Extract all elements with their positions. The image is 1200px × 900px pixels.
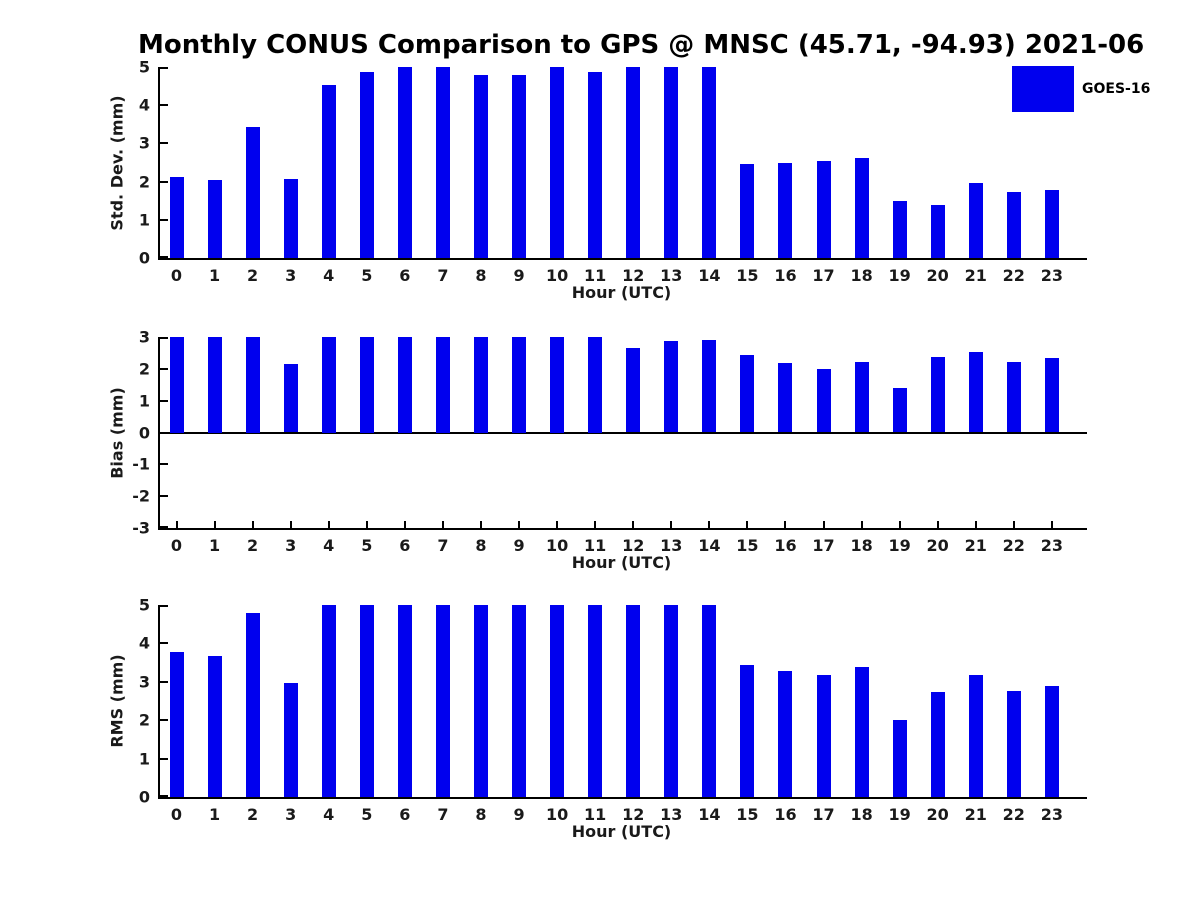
bias-panel — [0, 327, 1200, 597]
bar-hour-11 — [588, 605, 602, 797]
x-tick-label: 13 — [660, 536, 683, 555]
bar-hour-5 — [360, 337, 374, 433]
x-tick-label: 7 — [437, 266, 449, 285]
y-tick — [160, 142, 168, 144]
x-tick-label: 9 — [513, 536, 525, 555]
x-tick-label: 7 — [437, 536, 449, 555]
bar-hour-7 — [436, 337, 450, 433]
bar-hour-11 — [588, 72, 602, 258]
rms-panel — [0, 595, 1200, 870]
bar-hour-1 — [208, 656, 222, 797]
bar-hour-22 — [1007, 362, 1021, 433]
y-tick-label: 1 — [138, 391, 150, 411]
bar-hour-23 — [1045, 358, 1059, 432]
bar-hour-15 — [740, 665, 754, 797]
x-tick-label: 0 — [170, 536, 183, 555]
bar-hour-1 — [208, 180, 222, 258]
y-tick — [160, 526, 168, 528]
x-tick-label: 22 — [1002, 805, 1025, 824]
x-tick-label: 5 — [361, 266, 373, 285]
y-tick-label: 1 — [138, 749, 150, 769]
x-tick-label: 21 — [964, 536, 987, 555]
x-tick-label: 15 — [736, 536, 759, 555]
x-tick-label: 18 — [850, 805, 873, 824]
bar-hour-13 — [664, 341, 678, 433]
y-tick — [160, 256, 168, 258]
x-tick — [1013, 521, 1015, 528]
std-dev-y-axis-label: Std. Dev. (mm) — [107, 95, 127, 231]
x-tick-label: 16 — [774, 805, 797, 824]
x-tick-label: 18 — [850, 266, 873, 285]
std-dev-plot-area — [138, 57, 1087, 285]
x-tick-label: 3 — [285, 266, 297, 285]
x-tick-label: 5 — [361, 805, 373, 824]
bar-hour-15 — [740, 164, 754, 258]
x-tick-label: 21 — [964, 805, 987, 824]
bias-x-axis-label: Hour (UTC) — [571, 553, 672, 572]
x-tick — [518, 521, 520, 528]
x-tick-label: 10 — [545, 805, 569, 824]
y-tick-label: 5 — [138, 57, 150, 77]
x-tick — [214, 521, 216, 528]
x-tick — [328, 521, 330, 528]
bar-hour-16 — [778, 671, 792, 797]
bar-hour-5 — [360, 72, 374, 258]
x-tick — [784, 521, 786, 528]
x-tick-label: 7 — [437, 805, 449, 824]
x-tick-label: 6 — [399, 266, 411, 285]
bar-hour-20 — [931, 692, 945, 797]
std-dev-panel — [0, 57, 1200, 327]
bar-hour-9 — [512, 337, 526, 433]
bar-hour-12 — [626, 348, 640, 433]
y-tick — [160, 795, 168, 797]
y-tick — [160, 219, 168, 221]
bar-hour-12 — [626, 605, 640, 797]
bar-hour-19 — [893, 720, 907, 797]
rms-x-axis-label: Hour (UTC) — [571, 822, 672, 841]
x-tick-label: 12 — [622, 805, 645, 824]
x-tick-label: 16 — [774, 266, 797, 285]
rms-y-axis-label: RMS (mm) — [107, 654, 127, 748]
bar-hour-12 — [626, 67, 640, 258]
bar-hour-23 — [1045, 190, 1059, 258]
x-tick — [442, 521, 444, 528]
x-tick-label: 1 — [208, 266, 221, 285]
x-tick-label: 3 — [285, 805, 297, 824]
bar-hour-16 — [778, 163, 792, 259]
x-tick-label: 0 — [170, 266, 183, 285]
x-tick — [252, 521, 254, 528]
bar-hour-17 — [817, 161, 831, 258]
y-tick-label: 4 — [138, 633, 150, 653]
y-tick — [160, 758, 168, 760]
x-tick-label: 15 — [736, 805, 759, 824]
x-tick — [632, 521, 634, 528]
x-tick-label: 2 — [247, 805, 259, 824]
bar-hour-6 — [398, 337, 412, 433]
bar-hour-11 — [588, 337, 602, 433]
y-tick — [160, 642, 168, 644]
x-tick-label: 23 — [1040, 266, 1063, 285]
x-tick — [861, 521, 863, 528]
bar-hour-5 — [360, 605, 374, 797]
bar-hour-0 — [170, 652, 184, 797]
bar-hour-4 — [322, 85, 336, 258]
bar-hour-10 — [550, 67, 564, 258]
bar-hour-7 — [436, 67, 450, 258]
x-tick-label: 17 — [812, 536, 835, 555]
bar-hour-16 — [778, 363, 792, 432]
bar-hour-13 — [664, 67, 678, 258]
x-tick-label: 21 — [964, 266, 987, 285]
y-tick-label: 0 — [138, 423, 150, 442]
x-tick-label: 2 — [247, 536, 259, 555]
x-tick-label: 22 — [1002, 536, 1025, 555]
x-tick — [480, 521, 482, 528]
bar-hour-3 — [284, 683, 298, 797]
bar-hour-22 — [1007, 691, 1021, 797]
x-tick-label: 9 — [513, 266, 525, 285]
legend-label: GOES-16 — [1082, 81, 1151, 97]
x-tick-label: 20 — [926, 536, 949, 555]
bar-hour-2 — [246, 613, 260, 797]
bar-hour-10 — [550, 605, 564, 797]
y-tick-label: -3 — [132, 518, 150, 538]
y-tick-label: 0 — [138, 787, 150, 807]
x-tick-label: 23 — [1040, 805, 1063, 824]
y-tick-label: 3 — [138, 133, 150, 153]
y-tick — [160, 605, 168, 607]
x-tick-label: 6 — [399, 536, 411, 555]
x-tick-label: 17 — [812, 805, 835, 824]
bar-hour-23 — [1045, 686, 1059, 797]
y-tick-label: 2 — [138, 172, 150, 192]
y-tick-label: 3 — [138, 672, 150, 692]
x-tick-label: 12 — [622, 266, 645, 285]
bar-hour-14 — [702, 67, 716, 258]
bar-hour-17 — [817, 675, 831, 797]
bar-hour-21 — [969, 675, 983, 797]
y-tick-label: -2 — [132, 486, 150, 506]
x-tick-label: 15 — [736, 266, 759, 285]
x-tick-label: 16 — [774, 536, 797, 555]
x-tick — [1051, 521, 1053, 528]
x-tick-label: 14 — [698, 536, 721, 555]
bar-hour-8 — [474, 337, 488, 433]
x-tick-label: 22 — [1002, 266, 1025, 285]
bar-hour-21 — [969, 183, 983, 258]
x-tick — [823, 521, 825, 528]
bias-y-axis-label: Bias (mm) — [107, 387, 127, 479]
chart-title: Monthly CONUS Comparison to GPS @ MNSC (45.71, -94.93) 2021-06 — [138, 30, 1145, 60]
x-tick — [899, 521, 901, 528]
x-tick — [746, 521, 748, 528]
x-tick — [290, 521, 292, 528]
x-tick-label: 20 — [926, 266, 949, 285]
y-tick — [160, 181, 168, 183]
x-tick-label: 14 — [698, 805, 721, 824]
y-tick-label: 1 — [138, 210, 150, 230]
x-tick-label: 20 — [926, 805, 949, 824]
bar-hour-14 — [702, 605, 716, 797]
y-tick — [160, 337, 168, 339]
bar-hour-20 — [931, 205, 945, 258]
y-tick-label: -1 — [132, 454, 150, 474]
x-tick-label: 4 — [323, 536, 335, 555]
bar-hour-3 — [284, 179, 298, 258]
x-tick-label: 19 — [888, 805, 911, 824]
x-tick-label: 1 — [208, 805, 221, 824]
bar-hour-21 — [969, 352, 983, 433]
x-tick — [937, 521, 939, 528]
bar-hour-13 — [664, 605, 678, 797]
bar-hour-18 — [855, 667, 869, 797]
bias-plot-area — [132, 327, 1087, 555]
bar-hour-8 — [474, 75, 488, 258]
y-tick — [160, 104, 168, 106]
bar-hour-9 — [512, 75, 526, 258]
bar-hour-17 — [817, 369, 831, 432]
bar-hour-7 — [436, 605, 450, 797]
x-tick-label: 10 — [545, 536, 569, 555]
std-dev-x-axis-label: Hour (UTC) — [571, 283, 672, 302]
bar-hour-2 — [246, 127, 260, 258]
bar-hour-4 — [322, 605, 336, 797]
x-tick-label: 19 — [888, 536, 911, 555]
bar-hour-6 — [398, 67, 412, 258]
bar-hour-15 — [740, 355, 754, 433]
x-tick-label: 12 — [622, 536, 645, 555]
x-tick-label: 18 — [850, 536, 873, 555]
x-tick-label: 13 — [660, 805, 683, 824]
y-tick — [160, 719, 168, 721]
x-tick-label: 5 — [361, 536, 373, 555]
bar-hour-10 — [550, 337, 564, 433]
y-tick-label: 4 — [138, 95, 150, 115]
bar-hour-4 — [322, 337, 336, 433]
zero-line — [160, 432, 1087, 434]
x-tick-label: 8 — [475, 805, 487, 824]
bar-hour-0 — [170, 337, 184, 433]
bar-hour-3 — [284, 364, 298, 432]
x-tick-label: 1 — [208, 536, 221, 555]
bar-hour-0 — [170, 177, 184, 258]
x-tick — [176, 521, 178, 528]
y-tick-label: 5 — [138, 595, 150, 615]
bar-hour-9 — [512, 605, 526, 797]
y-tick-label: 0 — [138, 248, 150, 268]
bar-hour-6 — [398, 605, 412, 797]
y-tick — [160, 400, 168, 402]
x-tick-label: 11 — [584, 536, 607, 555]
x-tick-label: 19 — [888, 266, 911, 285]
y-tick-label: 3 — [138, 327, 150, 347]
x-tick — [594, 521, 596, 528]
x-tick-label: 6 — [399, 805, 411, 824]
x-tick — [404, 521, 406, 528]
y-tick — [160, 495, 168, 497]
y-tick — [160, 67, 168, 69]
y-tick-label: 2 — [138, 710, 150, 730]
x-tick-label: 4 — [323, 805, 335, 824]
x-tick-label: 13 — [660, 266, 683, 285]
x-tick — [366, 521, 368, 528]
bar-hour-19 — [893, 388, 907, 433]
bar-hour-1 — [208, 337, 222, 433]
x-tick-label: 3 — [285, 536, 297, 555]
rms-plot-area — [138, 595, 1087, 824]
bar-hour-14 — [702, 340, 716, 433]
bar-hour-20 — [931, 357, 945, 433]
x-tick — [556, 521, 558, 528]
y-tick-label: 2 — [138, 359, 150, 379]
bar-hour-8 — [474, 605, 488, 797]
bar-hour-22 — [1007, 192, 1021, 258]
x-tick — [975, 521, 977, 528]
y-tick — [160, 368, 168, 370]
x-tick-label: 2 — [247, 266, 259, 285]
x-tick-label: 10 — [545, 266, 569, 285]
x-tick-label: 23 — [1040, 536, 1063, 555]
y-tick — [160, 463, 168, 465]
x-tick-label: 11 — [584, 266, 607, 285]
x-tick-label: 17 — [812, 266, 835, 285]
x-tick — [670, 521, 672, 528]
x-tick — [708, 521, 710, 528]
bar-hour-19 — [893, 201, 907, 258]
x-tick-label: 4 — [323, 266, 335, 285]
x-tick-label: 14 — [698, 266, 721, 285]
x-tick-label: 11 — [584, 805, 607, 824]
x-tick-label: 9 — [513, 805, 525, 824]
x-tick-label: 0 — [170, 805, 183, 824]
bar-hour-18 — [855, 362, 869, 432]
x-tick-label: 8 — [475, 266, 487, 285]
bar-hour-2 — [246, 337, 260, 433]
bar-hour-18 — [855, 158, 869, 258]
x-tick-label: 8 — [475, 536, 487, 555]
y-tick — [160, 681, 168, 683]
